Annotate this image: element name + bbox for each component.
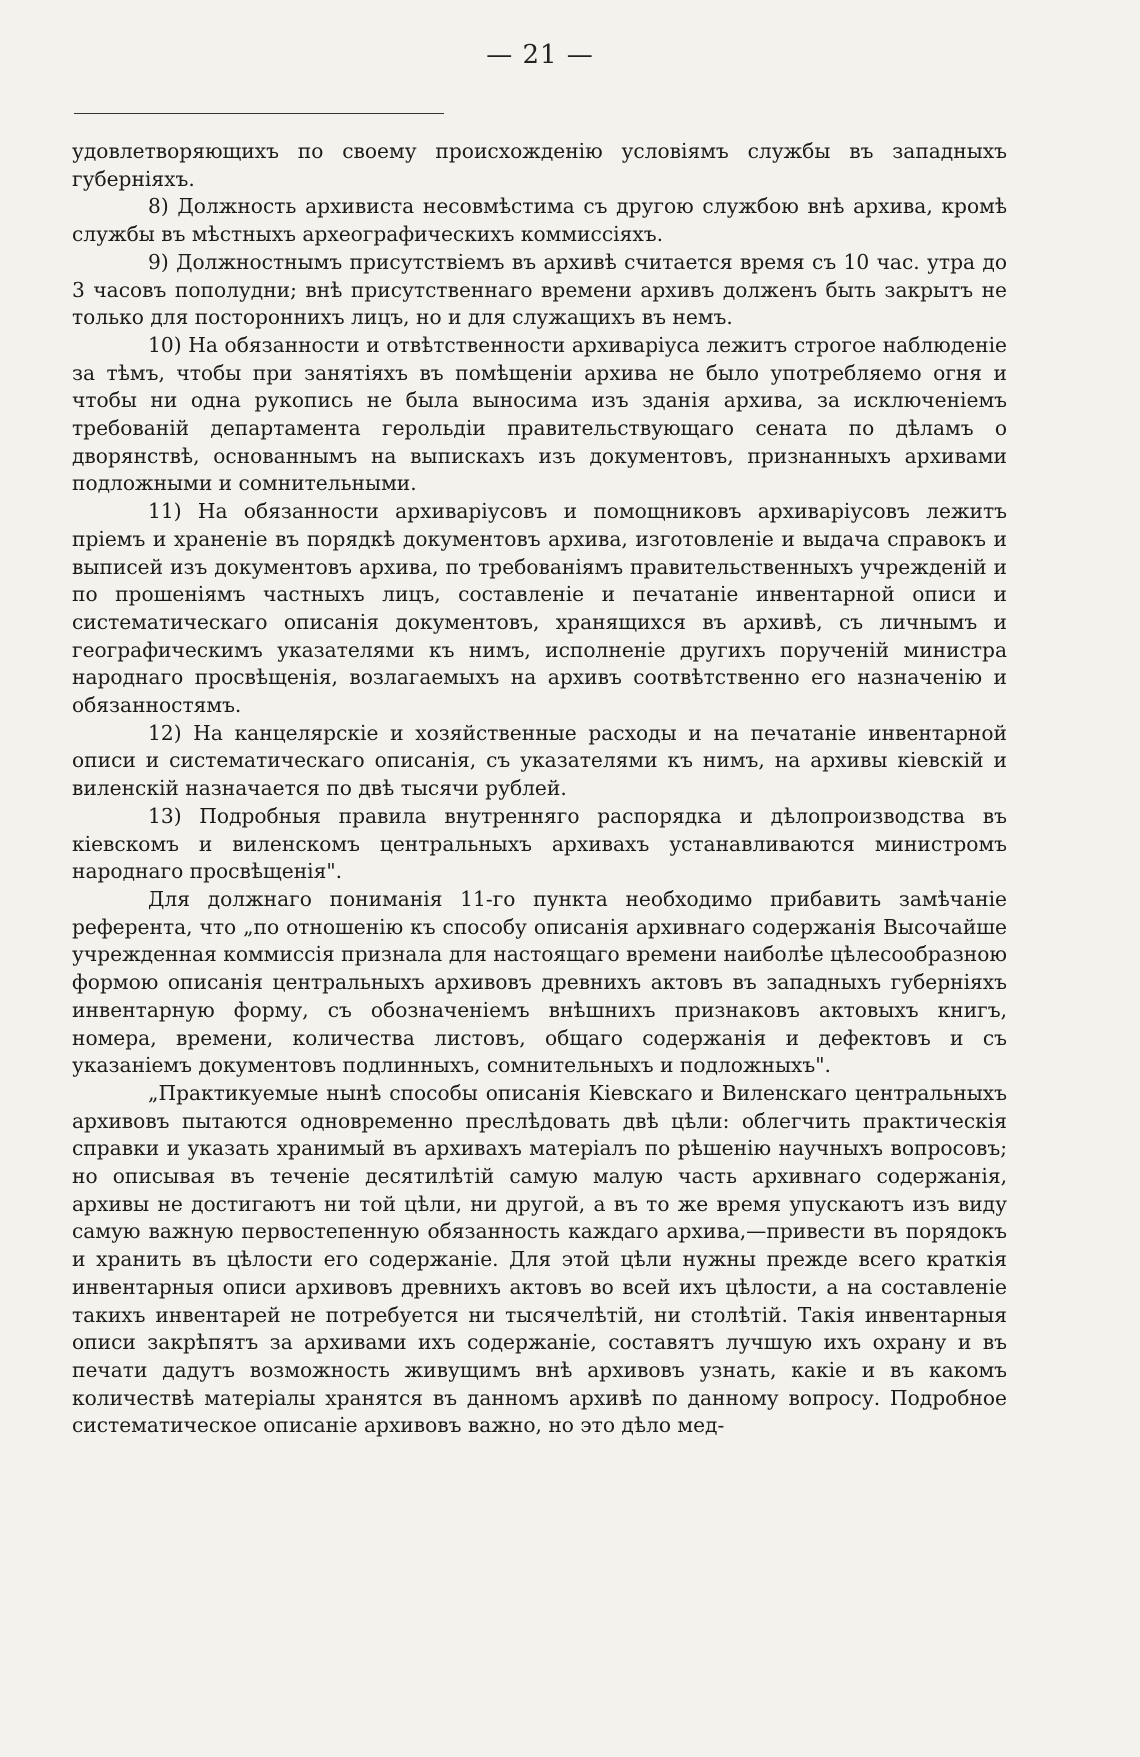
paragraph-item-12: 12) На канцелярскіе и хозяйственные расходы и на печатаніе инвентарной описи и систематическаго описанія, съ указателями къ нимъ, на архивы кіевскій и виленскій назначается по двѣ тысячи рублей. (72, 720, 1007, 801)
paragraph-item-11: 11) На обязанности архиваріусовъ и помощниковъ архиваріусовъ лежитъ пріемъ и храненіе въ порядкѣ документовъ архива, изготовленіе и выдача справокъ и выписей изъ документовъ архива, по требованіямъ правительственныхъ учрежденій и по прошеніямъ частныхъ лицъ, составленіе и печатаніе инвентарной описи и систематическаго описанія документовъ, хранящихся въ архивѣ, съ личнымъ и географическимъ указателями къ нимъ, исполненіе другихъ порученій министра народнаго просвѣщенія, возлагаемыхъ на архивъ соотвѣтственно его назначенію и обязанностямъ. (72, 499, 1007, 718)
paragraph-continuation: удовлетворяющихъ по своему происхожденію условіямъ службы въ западныхъ губерніяхъ. (72, 139, 1007, 191)
paragraph-quotation: „Практикуемые нынѣ способы описанія Кіевскаго и Виленскаго центральныхъ архивовъ пытаются одновременно преслѣдовать двѣ цѣли: облегчить практическія справки и указать хранимый въ архивахъ матеріалъ по рѣшенію научныхъ вопросовъ; но описывая въ теченіе десятилѣтій самую малую часть архивнаго содержанія, архивы не достигаютъ ни той цѣли, ни другой, а въ то же время упускаютъ изъ виду самую важную первостепенную обязанность каждаго архива,—привести въ порядокъ и хранить въ цѣлости его содержаніе. Для этой цѣли нужны прежде всего краткія инвентарныя описи архивовъ древнихъ актовъ во всей ихъ цѣлости, а на составленіе такихъ инвентарей не потребуется ни тысячелѣтій, ни столѣтій. Такія инвентарныя описи закрѣпятъ за архивами ихъ содержаніе, составятъ лучшую ихъ охрану и въ печати дадутъ возможность живущимъ внѣ архивовъ узнать, какіе и въ какомъ количествѣ матеріалы хранятся въ данномъ архивѣ по данному вопросу. Подробное систематическое описаніе архивовъ важно, но это дѣло мед- (72, 1080, 1007, 1438)
page-number: — 21 — (486, 40, 594, 70)
body-text (72, 138, 1007, 1440)
paragraph-item-10: 10) На обязанности и отвѣтственности архиваріуса лежитъ строгое наблюденіе за тѣмъ, чтобы при занятіяхъ въ помѣщеніи архива не было употребляемо огня и чтобы ни одна рукопись не была выносима изъ зданія архива, за исключеніемъ требованій департамента герольдіи правительствующаго сената по дѣламъ о дворянствѣ, основаннымъ на выпискахъ изъ документовъ, признанныхъ архивами подложными и сомнительными. (72, 332, 1007, 496)
paragraph-item-13: 13) Подробныя правила внутренняго распорядка и дѣлопроизводства въ кіевскомъ и виленскомъ центральныхъ архивахъ устанавливаются министромъ народнаго просвѣщенія". (72, 803, 1007, 884)
header-rule (74, 113, 444, 114)
paragraph-item-8: 8) Должность архивиста несовмѣстима съ другою службою внѣ архива, кромѣ службы въ мѣстныхъ археографическихъ коммиссіяхъ. (72, 194, 1007, 247)
paragraph-referent-note: Для должнаго пониманія 11-го пункта необходимо прибавить замѣчаніе референта, что „по отношенію къ способу описанія архивнаго содержанія Высочайше учрежденная коммиссія признала для настоящаго времени наиболѣе цѣлесообразною формою описанія центральныхъ архивовъ древнихъ актовъ въ западныхъ губерніяхъ инвентарную форму, съ обозначеніемъ внѣшнихъ признаковъ актовыхъ книгъ, номера, времени, количества листовъ, общаго содержанія и дефектовъ и съ указаніемъ документовъ подлинныхъ, сомнительныхъ и подложныхъ". (72, 886, 1007, 1078)
paragraph-item-9: 9) Должностнымъ присутствіемъ въ архивѣ считается время съ 10 час. утра до 3 часовъ пополудни; внѣ присутственнаго времени архивъ долженъ быть закрытъ не только для постороннихъ лицъ, но и для служащихъ въ немъ. (72, 249, 1007, 330)
